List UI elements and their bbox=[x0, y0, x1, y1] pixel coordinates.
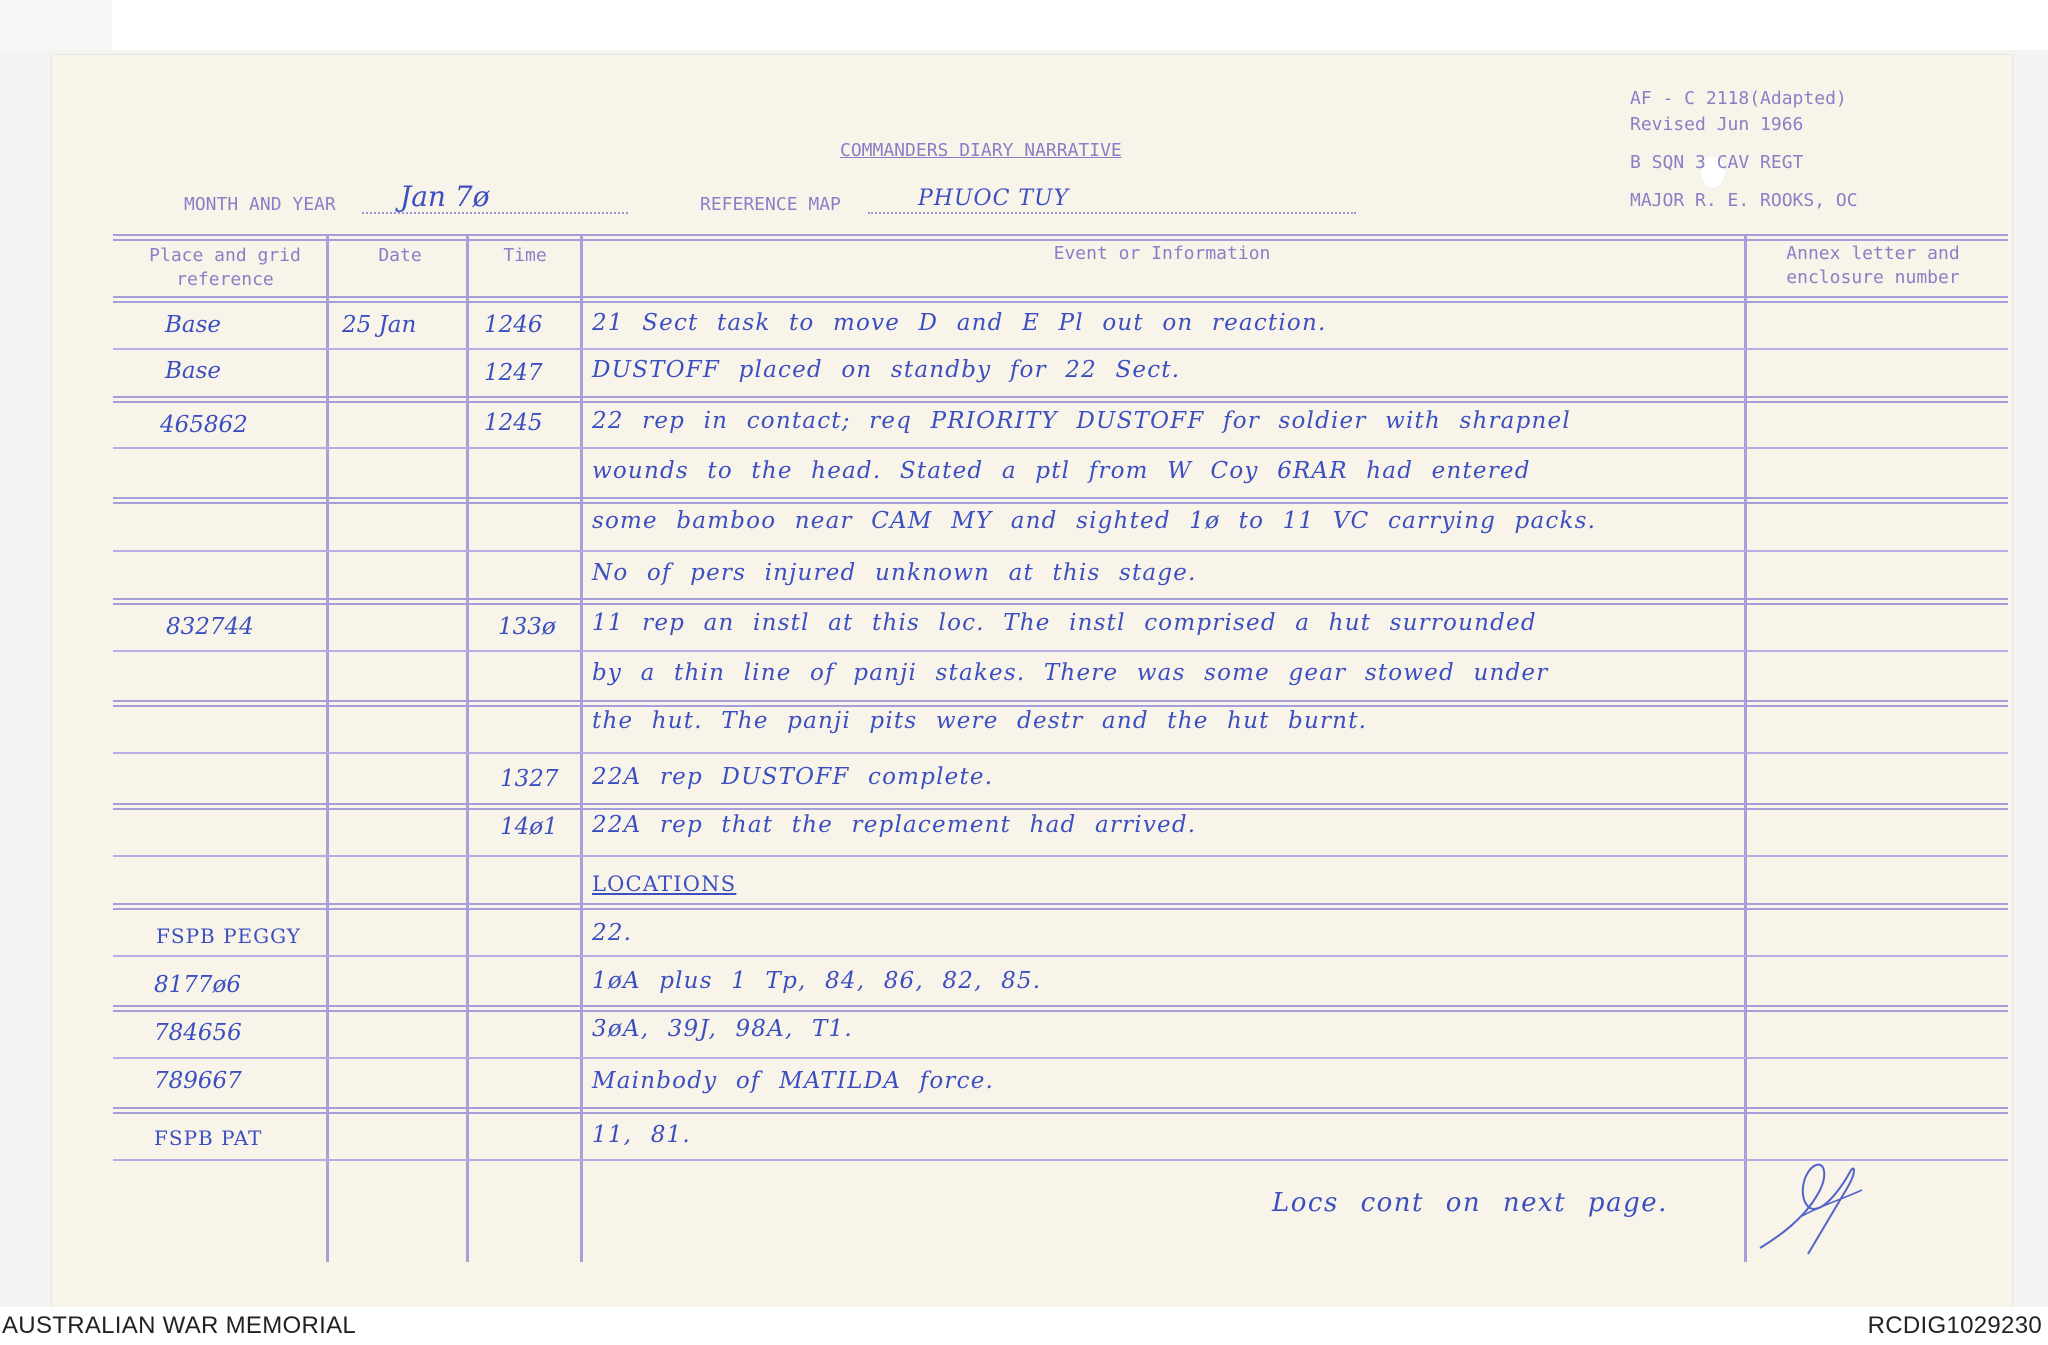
row-event: 22 rep in contact; req PRIORITY DUSTOFF for soldier with shrapnel bbox=[592, 408, 1571, 434]
month-year-underline bbox=[362, 212, 628, 214]
row-rule bbox=[113, 396, 2008, 403]
row-rule bbox=[113, 234, 2008, 241]
row-event: some bamboo near CAM MY and sighted 1ø to 11 VC carrying packs. bbox=[592, 508, 1597, 534]
form-title: COMMANDERS DIARY NARRATIVE bbox=[840, 140, 1122, 161]
form-number: AF - C 2118(Adapted) bbox=[1630, 88, 1847, 109]
row-event: 21 Sect task to move D and E Pl out on reaction. bbox=[592, 310, 1327, 336]
scanner-top-strip bbox=[0, 0, 2048, 50]
row-rule bbox=[113, 1159, 2008, 1161]
row-event: DUSTOFF placed on standby for 22 Sect. bbox=[592, 357, 1181, 383]
row-rule bbox=[113, 296, 2008, 303]
row-event: 11 rep an instl at this loc. The instl comprised a hut surrounded bbox=[592, 610, 1537, 636]
row-date: 25 Jan bbox=[342, 312, 417, 338]
row-rule bbox=[113, 700, 2008, 707]
row-time: 14ø1 bbox=[500, 814, 558, 840]
row-event: 1øA plus 1 Tp, 84, 86, 82, 85. bbox=[592, 968, 1042, 994]
row-place: 465862 bbox=[160, 412, 248, 438]
row-time: 1247 bbox=[484, 360, 543, 386]
row-rule bbox=[113, 1107, 2008, 1114]
row-rule bbox=[113, 497, 2008, 504]
row-place: FSPB PAT bbox=[154, 1126, 263, 1150]
column-header-annex: Annex letter and enclosure number bbox=[1786, 243, 1960, 288]
row-place: 8177ø6 bbox=[154, 972, 242, 998]
row-place: Base bbox=[165, 312, 222, 338]
row-event: 11, 81. bbox=[592, 1122, 691, 1148]
month-year-label: MONTH AND YEAR bbox=[184, 194, 336, 215]
column-header-date: Date bbox=[378, 245, 422, 266]
row-place: FSPB PEGGY bbox=[156, 924, 301, 948]
row-time: 1245 bbox=[484, 410, 543, 436]
row-event: 22A rep DUSTOFF complete. bbox=[592, 764, 994, 790]
reference-map-label: REFERENCE MAP bbox=[700, 194, 841, 215]
form-revised: Revised Jun 1966 bbox=[1630, 114, 1804, 135]
reference-map-value: PHUOC TUY bbox=[918, 186, 1070, 211]
row-rule bbox=[113, 752, 2008, 754]
row-place: Base bbox=[165, 358, 222, 384]
footer-record-id: RCDIG1029230 bbox=[1867, 1312, 2042, 1339]
row-rule bbox=[113, 650, 2008, 652]
footer-institution: AUSTRALIAN WAR MEMORIAL bbox=[2, 1312, 357, 1339]
row-event: by a thin line of panji stakes. There was some gear stowed under bbox=[592, 660, 1549, 686]
row-event: wounds to the head. Stated a ptl from W Coy 6RAR had entered bbox=[592, 458, 1531, 484]
row-time: 1246 bbox=[484, 312, 543, 338]
reference-map-underline bbox=[868, 212, 1356, 214]
month-year-value: Jan 7ø bbox=[400, 180, 490, 213]
row-rule bbox=[113, 955, 2008, 957]
row-event: 22. bbox=[592, 920, 633, 946]
row-place: 832744 bbox=[166, 614, 254, 640]
form-commander: MAJOR R. E. ROOKS, OC bbox=[1630, 190, 1858, 211]
row-place: 789667 bbox=[154, 1068, 242, 1094]
row-place: 784656 bbox=[154, 1020, 242, 1046]
column-header-event: Event or Information bbox=[1053, 243, 1271, 264]
column-header-place: Place and grid reference bbox=[149, 245, 301, 290]
form-unit: B SQN 3 CAV REGT bbox=[1630, 152, 1804, 173]
column-header-time: Time bbox=[503, 245, 547, 266]
row-rule bbox=[113, 1005, 2008, 1012]
row-rule bbox=[113, 803, 2008, 810]
row-time: 133ø bbox=[498, 614, 556, 640]
row-rule bbox=[113, 348, 2008, 350]
row-event: 3øA, 39J, 98A, T1. bbox=[592, 1016, 853, 1042]
row-event: No of pers injured unknown at this stage. bbox=[592, 560, 1197, 586]
row-rule bbox=[113, 598, 2008, 605]
row-event: 22A rep that the replacement had arrived. bbox=[592, 812, 1197, 838]
row-event: the hut. The panji pits were destr and the hut burnt. bbox=[592, 708, 1368, 734]
row-rule bbox=[113, 447, 2008, 449]
signature-mark bbox=[1750, 1150, 1880, 1260]
row-time: 1327 bbox=[500, 766, 559, 792]
row-rule bbox=[113, 550, 2008, 552]
closing-note: Locs cont on next page. bbox=[1272, 1188, 1668, 1218]
row-rule bbox=[113, 1057, 2008, 1059]
row-event: Mainbody of MATILDA force. bbox=[592, 1068, 995, 1094]
locations-heading: LOCATIONS bbox=[592, 872, 737, 896]
row-rule bbox=[113, 855, 2008, 857]
row-rule bbox=[113, 903, 2008, 910]
